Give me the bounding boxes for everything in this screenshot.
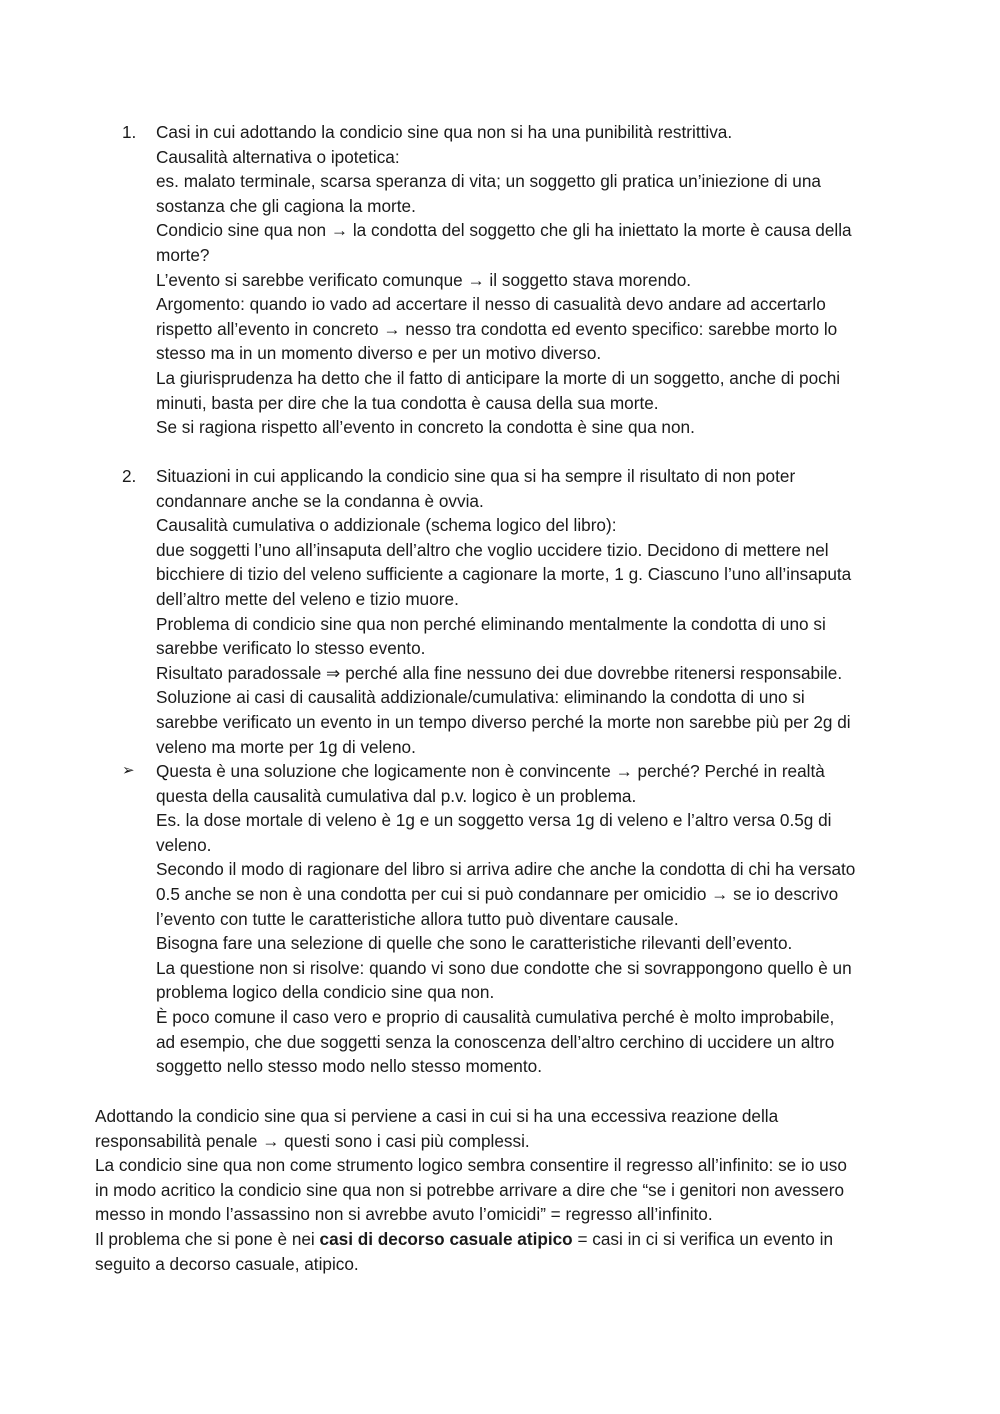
text-line: Causalità alternativa o ipotetica: — [156, 146, 400, 167]
text-line-with-bold — [95, 1227, 915, 1252]
text-line: 0.5 anche se non è una condotta per cui si può condannare per omicidio → se io descrivo — [156, 883, 839, 904]
text-line: Soluzione ai casi di causalità addizionale/cumulativa: eliminando la condotta di uno si — [156, 687, 805, 708]
bold-term: casi di decorso casuale atipico — [319, 1228, 573, 1249]
text-line: l’evento con tutte le caratteristiche allora tutto può diventare causale. — [156, 908, 679, 929]
text-line: L’evento si sarebbe verificato comunque → il soggetto stava morendo. — [156, 269, 692, 290]
list-item-1-text — [156, 120, 916, 440]
text-line: Se si ragiona rispetto all’evento in concreto la condotta è sine qua non. — [156, 417, 695, 438]
text-line: bicchiere di tizio del veleno sufficiente a cagionare la morte, 1 g. Ciascuno l’uno all’insaputa — [156, 564, 852, 585]
text-line: Secondo il modo di ragionare del libro si arriva adire che anche la condotta di chi ha versato — [156, 859, 856, 880]
text-line: rispetto all’evento in concreto → nesso tra condotta ed evento specifico: sarebbe morto lo — [156, 318, 838, 339]
text-line: sarebbe verificato lo stesso evento. — [156, 638, 426, 659]
closing-paragraph — [95, 1104, 915, 1276]
text-line: problema logico della condicio sine qua non. — [156, 982, 495, 1003]
text-line: dell’altro mette del veleno e tizio muore. — [156, 588, 459, 609]
list-item-arrow-text — [156, 759, 916, 1079]
text-line: questa della causalità cumulativa dal p.v. logico è un problema. — [156, 785, 637, 806]
arrow-bullet-icon: ➢ — [122, 762, 135, 779]
text-line: Situazioni in cui applicando la condicio sine qua si ha sempre il risultato di non poter — [156, 466, 796, 486]
text-fragment: = casi in ci si verifica un evento in — [572, 1228, 834, 1249]
text-line: Bisogna fare una selezione di quelle che sono le caratteristiche rilevanti dell’evento. — [156, 933, 793, 954]
text-line: veleno ma morte per 1g di veleno. — [156, 736, 416, 757]
text-line: seguito a decorso casuale, atipico. — [95, 1253, 359, 1274]
text-line: Causalità cumulativa o addizionale (schema logico del libro): — [156, 515, 617, 536]
text-line: responsabilità penale → questi sono i casi più complessi. — [95, 1130, 530, 1151]
text-line: due soggetti l’uno all’insaputa dell’altro che voglio uccidere tizio. Decidono di mettere nel — [156, 539, 829, 560]
text-line: sostanza che gli cagiona la morte. — [156, 195, 416, 216]
text-line: La questione non si risolve: quando vi sono due condotte che si sovrappongono quello è un — [156, 957, 852, 978]
list-item-2-text — [156, 464, 916, 759]
text-fragment: Il problema che si pone è nei — [95, 1228, 320, 1249]
text-line: veleno. — [156, 834, 212, 855]
text-line: La giurisprudenza ha detto che il fatto di anticipare la morte di un soggetto, anche di pochi — [156, 367, 841, 388]
text-line: Risultato paradossale ⇒ perché alla fine nessuno dei due dovrebbe ritenersi responsabile. — [156, 662, 843, 683]
text-line: La condicio sine qua non come strumento logico sembra consentire il regresso all’infinito: se io uso — [95, 1155, 847, 1176]
text-line: Argomento: quando io vado ad accertare il nesso di casualità devo andare ad accertarlo — [156, 294, 826, 315]
text-line: soggetto nello stesso modo nello stesso momento. — [156, 1056, 542, 1077]
text-line: sarebbe verificato un evento in un tempo diverso perché la morte non sarebbe più per 2g di — [156, 711, 851, 732]
text-line: È poco comune il caso vero e proprio di causalità cumulativa perché è molto improbabile, — [156, 1006, 835, 1027]
text-line: morte? — [156, 244, 210, 265]
text-line: Es. la dose mortale di veleno è 1g e un soggetto versa 1g di veleno e l’altro versa 0.5g di — [156, 810, 832, 831]
text-line: condannare anche se la condanna è ovvia. — [156, 490, 484, 511]
text-line: Casi in cui adottando la condicio sine qua non si ha una punibilità restrittiva. — [156, 122, 733, 142]
list-marker-2: 2. — [122, 466, 137, 486]
text-line: Problema di condicio sine qua non perché eliminando mentalmente la condotta di uno si — [156, 613, 826, 634]
text-line: Condicio sine qua non → la condotta del soggetto che gli ha iniettato la morte è causa della — [156, 220, 852, 241]
text-line: messo in mondo l’assassino non si avrebbe avuto l’omicidi” = regresso all’infinito. — [95, 1204, 713, 1225]
text-line: ad esempio, che due soggetti senza la conoscenza dell’altro cerchino di uccidere un altro — [156, 1031, 835, 1052]
text-line: Questa è una soluzione che logicamente non è convincente → perché? Perché in realtà — [156, 761, 825, 781]
text-line: Adottando la condicio sine qua si perviene a casi in cui si ha una eccessiva reazione della — [95, 1106, 779, 1126]
text-line: in modo acritico la condicio sine qua non si potrebbe arrivare a dire che “se i genitori non avessero — [95, 1179, 845, 1200]
list-marker-1: 1. — [122, 122, 137, 142]
text-line: stesso ma in un momento diverso e per un motivo diverso. — [156, 343, 602, 364]
text-line: minuti, basta per dire che la tua condotta è causa della sua morte. — [156, 392, 659, 413]
text-line: es. malato terminale, scarsa speranza di vita; un soggetto gli pratica un’iniezione di una — [156, 171, 821, 192]
